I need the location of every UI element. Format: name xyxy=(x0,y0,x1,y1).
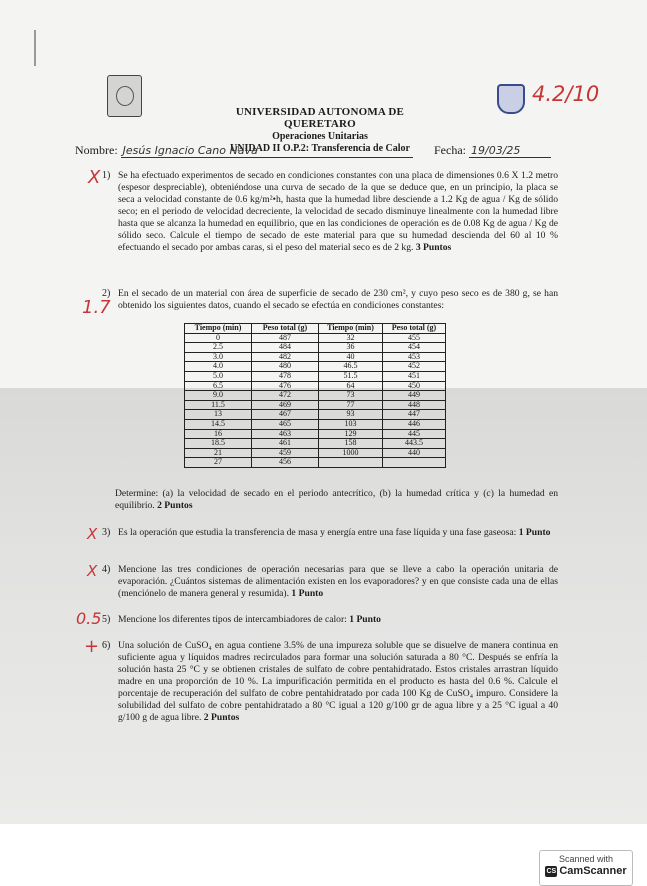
table-row xyxy=(185,381,446,391)
table-row xyxy=(185,410,446,420)
table-row xyxy=(185,439,446,449)
university-title: UNIVERSIDAD AUTONOMA DE QUERETARO xyxy=(235,106,405,130)
table-cell: 3.0 xyxy=(185,352,252,362)
table-cell: 455 xyxy=(383,333,446,343)
table-row xyxy=(185,333,446,343)
table-cell: 480 xyxy=(252,362,319,372)
table-row xyxy=(185,362,446,372)
determine-text: Determine: (a) la velocidad de secado en el periodo antecrítico, (b) la humedad crítica y (c) la humedad en equilibrio. xyxy=(115,488,558,511)
question-5-text: Mencione los diferentes tipos de intercambiadores de calor: xyxy=(118,614,347,625)
table-cell: 451 xyxy=(383,371,446,381)
course-title: Operaciones Unitarias xyxy=(272,131,368,142)
question-6 xyxy=(118,640,558,724)
question-3-number: 3) xyxy=(102,527,111,538)
question-4-number: 4) xyxy=(102,564,111,575)
table-cell: 0 xyxy=(185,333,252,343)
table-cell: 77 xyxy=(319,400,383,410)
question-1-number: 1) xyxy=(102,170,111,181)
question-6-text: Una solución de CuSO₄ en agua contiene 3.5% de una impureza soluble que se disuelve de manera continua en suficiente agua y líquidos madres recirculados para formar una solución saturada a 80 °C. Después se enfría la solución hasta 25 °C y se obtienen cristales de sulfato de cobre pentahidratado. Estos cristales arrastran líquido madre en una proporción de 10 %. La impurificación permitida en el producto es hasta del 0.6 %. Calcule el porcentaje de recuperación del sulfato de cobre pentahidratado por cada 100 Kg de CuSO₄ impuro. Considere la solubilidad del sulfato de cobre pentahidratado a 80 °C igual a 120 g/100 gr de agua libre y a 25 °C igual a 40 g/100 g de agua libre. xyxy=(118,640,558,723)
question-6-number: 6) xyxy=(102,640,111,651)
table-cell: 1000 xyxy=(319,448,383,458)
question-4-mark: X xyxy=(87,562,98,580)
question-2 xyxy=(118,288,558,312)
table-cell: 73 xyxy=(319,391,383,401)
table-cell: 27 xyxy=(185,458,252,468)
table-row xyxy=(185,391,446,401)
table-row xyxy=(185,448,446,458)
table-cell: 469 xyxy=(252,400,319,410)
university-seal-logo xyxy=(107,75,142,117)
question-1-text: Se ha efectuado experimentos de secado en condiciones constantes con una placa de dimensiones 0.6 X 1.2 metro (espesor despreciable), obteniéndose una curva de secado de la que se deduce que, en un principio, la placa se seca a velocidad constante de 0.6 kg/m²•h, hasta que la humedad libre desciende a 1.2 Kg de agua / Kg de sólido seco; en el periodo de velocidad decreciente, la velocidad de secado disminuye linealmente con la humedad libre hasta que se alcanza la humedad en equilibrio, que en las condiciones de operación es de 0.08 Kg de agua / Kg de sólido seco. Calcule el tiempo de secado de este material para que su humedad descienda del 60 al 10 % efectuando el secado por ambas caras, si el peso del material seco es de 2 kg. xyxy=(118,170,558,253)
table-row xyxy=(185,419,446,429)
table-cell: 448 xyxy=(383,400,446,410)
question-6-points: 2 Puntos xyxy=(203,712,240,723)
table-cell: 449 xyxy=(383,391,446,401)
table-cell: 21 xyxy=(185,448,252,458)
table-cell: 476 xyxy=(252,381,319,391)
name-value: Jesús Ignacio Cano Nava xyxy=(121,144,413,158)
table-cell: 452 xyxy=(383,362,446,372)
question-4-text: Mencione las tres condiciones de operación necesarias para que se lleve a cabo la operación unitaria de evaporación. ¿Cuántos sistemas de alimentación existen en los evaporadores? y en que consiste cada una de ellas (menciónelo de manera general y resumida). xyxy=(118,564,558,599)
table-header-weight-1: Peso total (g) xyxy=(252,324,319,334)
name-field xyxy=(75,143,413,158)
grade-mark: 4.2/10 xyxy=(532,82,600,106)
question-5-points: 1 Punto xyxy=(349,614,381,625)
determine-points: 2 Puntos xyxy=(157,500,193,511)
camscanner-badge xyxy=(539,850,633,886)
table-cell: 32 xyxy=(319,333,383,343)
table-cell: 456 xyxy=(252,458,319,468)
table-cell: 2.5 xyxy=(185,343,252,353)
question-3-points: 1 Punto xyxy=(518,527,551,538)
question-5-number: 5) xyxy=(102,614,111,625)
table-cell: 487 xyxy=(252,333,319,343)
table-cell: 472 xyxy=(252,391,319,401)
table-cell: 158 xyxy=(319,439,383,449)
question-1-mark: X xyxy=(88,167,101,188)
question-1-points: 3 Puntos xyxy=(415,242,452,253)
table-header-weight-2: Peso total (g) xyxy=(383,324,446,334)
question-3-mark: X xyxy=(87,525,98,543)
table-cell: 9.0 xyxy=(185,391,252,401)
question-3 xyxy=(118,527,558,539)
table-cell: 478 xyxy=(252,371,319,381)
question-4 xyxy=(118,564,558,600)
table-cell: 18.5 xyxy=(185,439,252,449)
table-cell: 454 xyxy=(383,343,446,353)
table-cell: 443.5 xyxy=(383,439,446,449)
table-cell: 16 xyxy=(185,429,252,439)
table-header-time-1: Tiempo (min) xyxy=(185,324,252,334)
table-cell: 482 xyxy=(252,352,319,362)
table-cell: 459 xyxy=(252,448,319,458)
question-4-points: 1 Punto xyxy=(291,588,324,599)
date-field xyxy=(434,143,551,158)
question-5-mark: 0.5 xyxy=(76,609,102,628)
table-row xyxy=(185,400,446,410)
question-1 xyxy=(118,170,558,254)
table-cell: 40 xyxy=(319,352,383,362)
table-cell: 447 xyxy=(383,410,446,420)
table-cell: 14.5 xyxy=(185,419,252,429)
faculty-shield-logo xyxy=(497,84,525,114)
question-5 xyxy=(118,614,558,626)
scanned-with-label: Scanned with xyxy=(558,854,614,864)
table-cell: 51.5 xyxy=(319,371,383,381)
drying-data-table xyxy=(184,323,446,468)
paper-mark xyxy=(34,30,36,66)
table-cell xyxy=(383,458,446,468)
table-cell: 93 xyxy=(319,410,383,420)
table-cell: 461 xyxy=(252,439,319,449)
table-cell: 6.5 xyxy=(185,381,252,391)
table-cell: 467 xyxy=(252,410,319,420)
date-label: Fecha: xyxy=(434,143,466,157)
table-cell: 64 xyxy=(319,381,383,391)
table-row xyxy=(185,343,446,353)
name-label: Nombre: xyxy=(75,143,118,157)
table-cell: 103 xyxy=(319,419,383,429)
table-cell: 440 xyxy=(383,448,446,458)
date-value: 19/03/25 xyxy=(469,144,551,158)
table-cell: 129 xyxy=(319,429,383,439)
table-cell: 446 xyxy=(383,419,446,429)
table-row xyxy=(185,371,446,381)
table-header-time-2: Tiempo (min) xyxy=(319,324,383,334)
table-cell: 463 xyxy=(252,429,319,439)
camscanner-icon: CS xyxy=(546,868,557,875)
question-2-determine xyxy=(115,488,558,512)
unit-title: UNIDAD II O.P.2: Transferencia de Calor xyxy=(230,143,410,154)
question-2-mark: 1.7 xyxy=(82,297,111,318)
table-cell: 5.0 xyxy=(185,371,252,381)
camscanner-label xyxy=(540,865,632,877)
question-6-mark: + xyxy=(84,636,100,657)
table-body xyxy=(185,333,446,467)
table-row xyxy=(185,352,446,362)
question-3-text: Es la operación que estudia la transferencia de masa y energía entre una fase líquida y una fase gaseosa: xyxy=(118,527,517,538)
table-cell: 11.5 xyxy=(185,400,252,410)
question-2-text: En el secado de un material con área de superficie de secado de 230 cm², y cuyo peso seco es de 380 g, se han obtenido los siguientes datos, cuando el secado se efectúa en condiciones constantes: xyxy=(118,288,558,311)
table-cell: 46.5 xyxy=(319,362,383,372)
table-cell: 36 xyxy=(319,343,383,353)
table-cell: 13 xyxy=(185,410,252,420)
table-cell xyxy=(319,458,383,468)
table-cell: 4.0 xyxy=(185,362,252,372)
table-cell: 445 xyxy=(383,429,446,439)
table-row xyxy=(185,458,446,468)
table-cell: 465 xyxy=(252,419,319,429)
table-cell: 453 xyxy=(383,352,446,362)
question-2-number: 2) xyxy=(102,288,111,299)
table-cell: 484 xyxy=(252,343,319,353)
camscanner-name: CamScanner xyxy=(559,865,627,877)
table-cell: 450 xyxy=(383,381,446,391)
table-header-row xyxy=(185,324,446,334)
